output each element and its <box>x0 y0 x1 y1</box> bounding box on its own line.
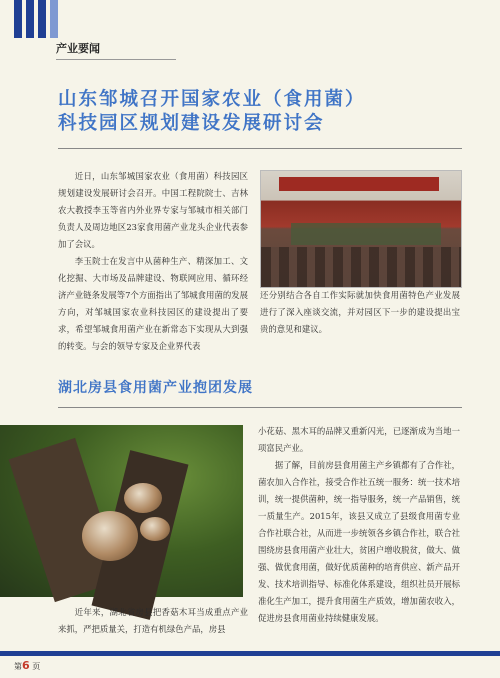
article1-left-column <box>58 168 248 351</box>
page-prefix: 第 <box>14 662 22 671</box>
decor-bar <box>50 0 58 38</box>
section-label: 产业要闻 <box>56 40 176 60</box>
article1-paragraph: 还分别结合各自工作实际就加快食用菌特色产业发展进行了深入座谈交流，并对园区下一步的建设提出宝贵的意见和建议。 <box>260 290 460 334</box>
decor-bar <box>38 0 46 38</box>
article2-paragraph: 小花菇、黑木耳的品牌又重新闪光，已逐渐成为当地一项富民产业。 <box>258 426 460 453</box>
article2-paragraph: 据了解，目前房县食用菌主产乡镇都有了合作社，菌农加入合作社，接受合作社五统一服务：统一技术培训，统一提供菌种，统一指导服务，统一产品销售，统一质量生产。2015年，该县又成立了县级食用菌专业合作社联合社，从而进一步统领各乡镇合作社，联合社围绕房县食用菌产业壮大，贫困户增收脱贫，做大、做强、做优食用菌，做好优质菌种的培育供应、新产品开发、技术培训指导、标准化体系建设，组织社员开展标准化生产加工，提升食用菌生产质效，增加菌农收入，促进房县食用菌业持续健康发展。 <box>258 460 460 623</box>
header-decoration <box>14 0 58 38</box>
divider <box>58 148 462 149</box>
mushroom-cap <box>124 483 162 513</box>
article1-paragraph: 李玉院士在发言中从菌种生产、精深加工、文化挖掘、大市场及品牌建设、物联网应用、循环经济产业链条发展等7个方面指出了邹城食用菌的发展方向，对邹城国家农业科技园区的建设提出了要求，希望邹城食用菌产业在新常态下实现从大到强的转变。与会的领导专家及企业界代表 <box>58 256 248 351</box>
page-suffix: 页 <box>32 662 41 671</box>
mushroom-photo <box>0 425 243 597</box>
article2-right-column <box>258 423 460 645</box>
article1-right-column <box>260 287 460 339</box>
article2-title: 湖北房县食用菌产业抱团发展 <box>58 380 253 396</box>
divider <box>58 407 462 408</box>
article2-left-column <box>58 604 248 644</box>
article1-title-line2: 科技园区规划建设发展研讨会 <box>58 113 325 134</box>
photo-banner <box>279 177 439 191</box>
footer-band <box>0 651 500 656</box>
photo-chairs <box>261 247 461 287</box>
decor-bar <box>14 0 22 38</box>
decor-bar <box>26 0 34 38</box>
page-number-value: 6 <box>22 659 30 672</box>
article2-paragraph: 近年来，湖北省房县把香菇木耳当成重点产业来抓，严把质量关，打造有机绿色产品，房县 <box>58 607 248 634</box>
article1-paragraph: 近日，山东邹城国家农业（食用菌）科技园区规划建设发展研讨会召开。中国工程院院士、吉林农大教授李玉等省内外业界专家与邹城市相关部门负责人及周边地区23家食用菌产业龙头企业代表参加了会议。 <box>58 171 248 249</box>
mushroom-cap <box>82 511 138 561</box>
mushroom-cap <box>140 517 170 541</box>
photo-table <box>291 223 441 245</box>
meeting-photo <box>260 170 462 288</box>
page-number <box>14 659 40 672</box>
article1-title-line1: 山东邹城召开国家农业（食用菌） <box>58 89 366 110</box>
article1-title <box>58 88 458 136</box>
